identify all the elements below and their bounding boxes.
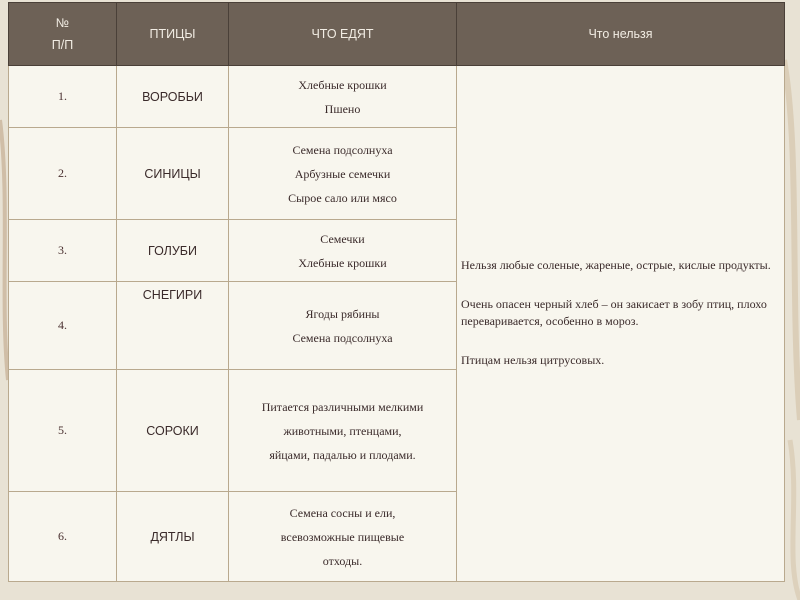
- bird-name: ДЯТЛЫ: [117, 492, 229, 582]
- bird-name: СИНИЦЫ: [117, 128, 229, 220]
- birds-feeding-table: [8, 2, 785, 582]
- row-number: 4.: [9, 282, 117, 370]
- food-cell: [229, 282, 457, 370]
- food-item: Семечки: [320, 231, 365, 246]
- food-item: Ягоды рябины: [305, 306, 380, 321]
- forbidden-cell: [457, 66, 785, 582]
- forbidden-paragraph: Птицам нельзя цитрусовых.: [461, 352, 605, 367]
- row-number: 5.: [9, 370, 117, 492]
- food-item: Семена подсолнуха: [292, 330, 393, 345]
- row-number: 1.: [9, 66, 117, 128]
- food-cell: [229, 66, 457, 128]
- food-cell: [229, 492, 457, 582]
- food-item: Арбузные семечки: [294, 166, 391, 181]
- header-number: [9, 3, 117, 66]
- header-food: ЧТО ЕДЯТ: [229, 3, 457, 66]
- food-cell: [229, 220, 457, 282]
- header-number-symbol: №: [55, 16, 70, 30]
- food-item: Семена сосны и ели,: [289, 505, 396, 520]
- forbidden-text: [461, 257, 776, 369]
- bird-name: СНЕГИРИ: [117, 282, 229, 370]
- food-item: Хлебные крошки: [298, 77, 387, 92]
- header-birds: ПТИЦЫ: [117, 3, 229, 66]
- food-item: Сырое сало или мясо: [288, 190, 397, 205]
- food-item: животными, птенцами,: [283, 423, 402, 438]
- food-item: яйцами, падалью и плодами.: [269, 447, 416, 462]
- table-row: [9, 66, 785, 128]
- food-item: Пшено: [324, 101, 361, 116]
- food-item: всевозможные пищевые: [280, 529, 405, 544]
- forbidden-paragraph: Нельзя любые соленые, жареные, острые, кислые продукты.: [461, 257, 771, 272]
- food-item: Семена подсолнуха: [292, 142, 393, 157]
- bird-name: СОРОКИ: [117, 370, 229, 492]
- row-number: 3.: [9, 220, 117, 282]
- forbidden-paragraph: Очень опасен черный хлеб – он закисает в зобу птиц, плохо переваривается, особенно в мороз.: [461, 296, 767, 328]
- food-item: отходы.: [322, 553, 363, 568]
- bird-name: ВОРОБЬИ: [117, 66, 229, 128]
- row-number: 6.: [9, 492, 117, 582]
- food-cell: [229, 128, 457, 220]
- table-header-row: [9, 3, 785, 66]
- header-number-label: П/П: [51, 38, 74, 52]
- food-item: Хлебные крошки: [298, 255, 387, 270]
- slide: [8, 2, 784, 580]
- food-item: Питается различными мелкими: [261, 399, 424, 414]
- row-number: 2.: [9, 128, 117, 220]
- food-cell: [229, 370, 457, 492]
- header-forbidden: Что нельзя: [457, 3, 785, 66]
- bird-name: ГОЛУБИ: [117, 220, 229, 282]
